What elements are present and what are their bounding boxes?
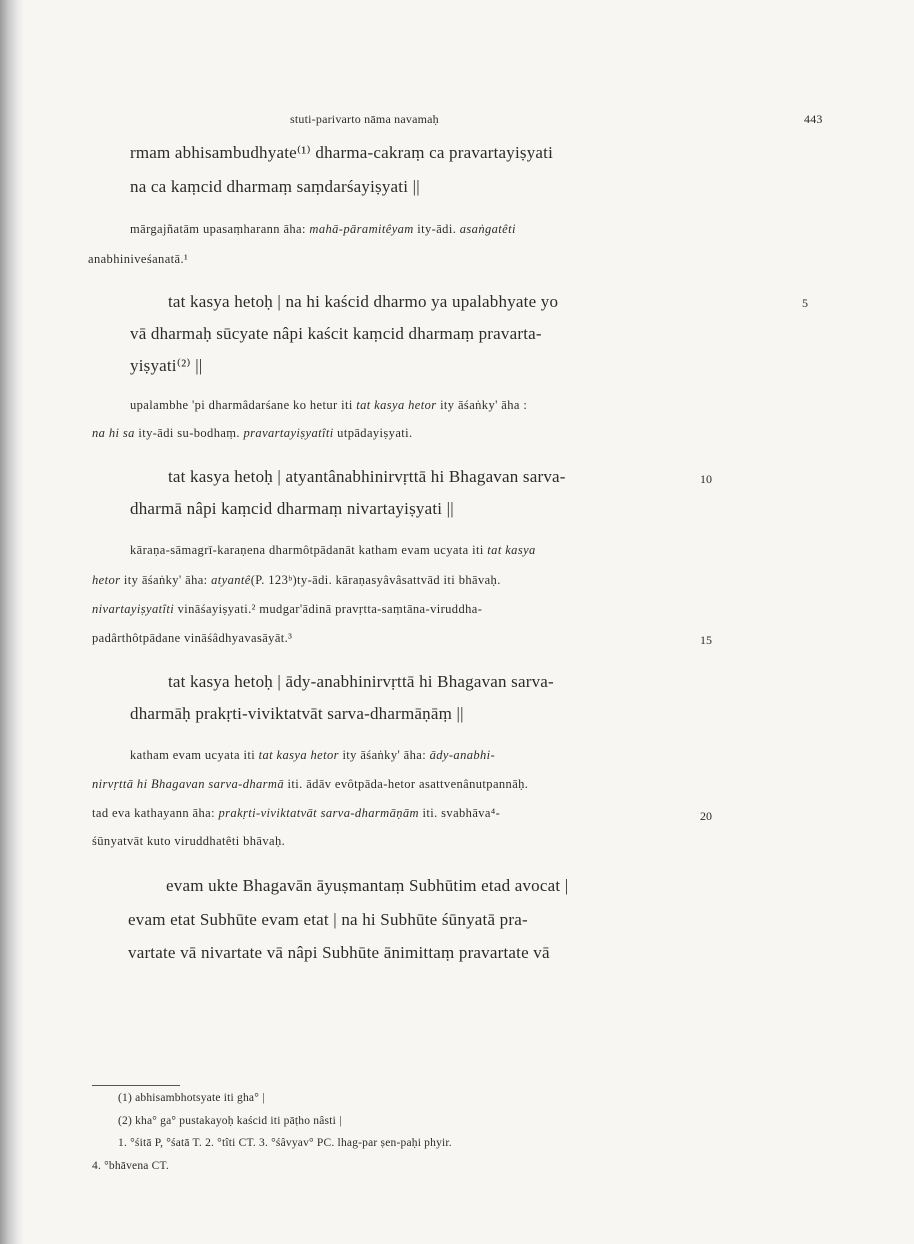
footnote: (1) abhisambhotsyate iti gha° | — [118, 1092, 265, 1104]
mula-line: evam ukte Bhagavān āyuṣmantaṃ Subhūtim etad avocat | — [166, 876, 569, 895]
running-title: stuti-parivarto nāma navamaḥ — [290, 112, 439, 126]
commentary-line: upalambhe 'pi dharmâdarśane ko hetur iti tat kasya hetor ity āśaṅky' āha : — [130, 398, 528, 412]
commentary-line: śūnyatvāt kuto viruddhatêti bhāvaḥ. — [92, 834, 286, 848]
page-number: 443 — [804, 112, 823, 126]
mula-line: tat kasya hetoḥ | na hi kaścid dharmo ya upalabhyate yo — [168, 292, 559, 311]
mula-line: evam etat Subhūte evam etat | na hi Subhūte śūnyatā pra- — [128, 910, 528, 929]
mula-line: na ca kaṃcid dharmaṃ saṃdarśayiṣyati || — [130, 177, 420, 196]
line-number: 10 — [700, 472, 712, 486]
commentary-line: mārgajñatām upasaṃharann āha: mahā-pāramitêyam ity-ādi. asaṅgatêti — [130, 222, 516, 236]
mula-line: vartate vā nivartate vā nâpi Subhūte ānimittaṃ pravartate vā — [128, 943, 550, 962]
footnote-rule — [92, 1085, 180, 1086]
commentary-line: nirvṛttā hi Bhagavan sarva-dharmā iti. ādāv evôtpāda-hetor asattvenânutpannāḥ. — [92, 777, 529, 791]
line-number: 20 — [700, 809, 712, 823]
footnote: 4. °bhāvena CT. — [92, 1160, 170, 1172]
mula-line: tat kasya hetoḥ | ādy-anabhinirvṛttā hi Bhagavan sarva- — [168, 672, 554, 691]
line-number: 5 — [802, 296, 808, 310]
mula-line: tat kasya hetoḥ | atyantânabhinirvṛttā hi Bhagavan sarva- — [168, 467, 566, 486]
mula-line: rmam abhisambudhyate⁽¹⁾ dharma-cakraṃ ca pravartayiṣyati — [130, 143, 554, 162]
footnote: (2) kha° ga° pustakayoḥ kaścid iti pāṭho nâsti | — [118, 1115, 342, 1127]
commentary-line: hetor ity āśaṅky' āha: atyantê(P. 123ᵇ)ty-ādi. kāraṇasyâvâsattvād iti bhāvaḥ. — [92, 573, 501, 587]
commentary-line: nivartayiṣyatîti vināśayiṣyati.² mudgar'ādinā pravṛtta-saṃtāna-viruddha- — [92, 602, 483, 616]
mula-line: vā dharmaḥ sūcyate nâpi kaścit kaṃcid dharmaṃ pravarta- — [130, 324, 542, 343]
commentary-line: na hi sa ity-ādi su-bodhaṃ. pravartayiṣyatîti utpādayiṣyati. — [92, 426, 413, 440]
commentary-line: padârthôtpādane vināśâdhyavasāyāt.³ — [92, 631, 293, 645]
commentary-line: katham evam ucyata iti tat kasya hetor ity āśaṅky' āha: ādy-anabhi- — [130, 748, 496, 762]
commentary-line: tad eva kathayann āha: prakṛti-viviktatvāt sarva-dharmāṇām iti. svabhāva⁴- — [92, 806, 501, 820]
mula-line: dharmāḥ prakṛti-viviktatvāt sarva-dharmāṇāṃ || — [130, 704, 464, 723]
commentary-line: kāraṇa-sāmagrī-karaṇena dharmôtpādanāt katham evam ucyata iti tat kasya — [130, 543, 536, 557]
mula-line: dharmā nâpi kaṃcid dharmaṃ nivartayiṣyati || — [130, 499, 454, 518]
commentary-line: anabhiniveśanatā.¹ — [88, 252, 189, 266]
mula-line: yiṣyati⁽²⁾ || — [130, 356, 203, 375]
line-number: 15 — [700, 633, 712, 647]
footnote: 1. °śitā P, °śatā T. 2. °tîti CT. 3. °śâvyav° PC. lhag-par ṣen-paḥi phyir. — [118, 1137, 452, 1149]
binding-shadow — [0, 0, 24, 1244]
